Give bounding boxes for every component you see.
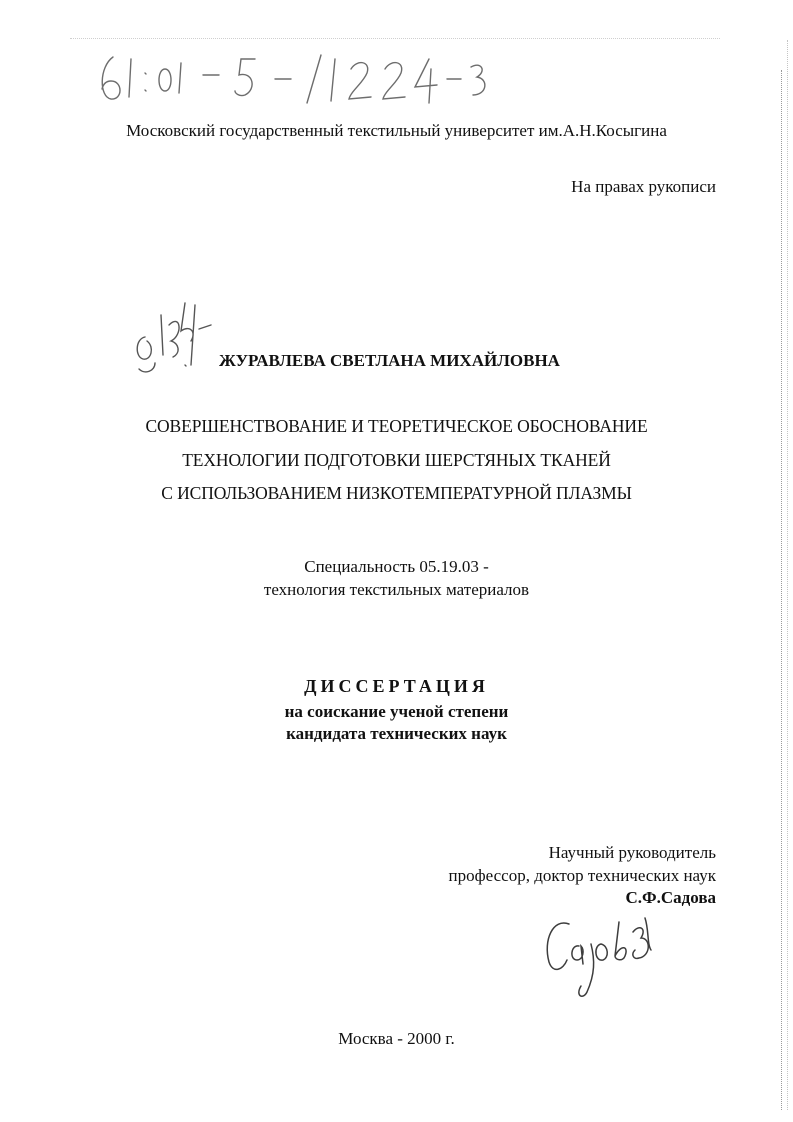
specialty-code: Специальность 05.19.03 - [304,557,489,576]
specialty-name: технология текстильных материалов [263,580,530,599]
city-year: Москва - 2000 г. [338,1029,455,1048]
degree-line-2: кандидата технических наук [286,724,507,743]
title-line-2: ТЕХНОЛОГИИ ПОДГОТОВКИ ШЕРСТЯНЫХ ТКАНЕЙ [182,450,611,470]
degree-line-1: на соискание ученой степени [284,702,509,721]
supervisor-title: профессор, доктор технических наук [448,866,716,885]
author-name: ЖУРАВЛЕВА СВЕТЛАНА МИХАЙЛОВНА [219,351,560,370]
handwritten-archive-number [95,45,495,115]
rights-note: На правах рукописи [571,177,716,196]
scan-top-edge [70,38,720,39]
title-line-1: СОВЕРШЕНСТВОВАНИЕ И ТЕОРЕТИЧЕСКОЕ ОБОСНОВАНИЕ [145,416,648,436]
work-type: ДИССЕРТАЦИЯ [304,676,489,696]
handwritten-mark [125,295,220,380]
supervisor-signature [535,910,665,1005]
university-name: Московский государственный текстильный университет им.А.Н.Косыгина [126,121,667,140]
supervisor-label: Научный руководитель [548,843,716,862]
supervisor-name: С.Ф.Садова [625,888,716,907]
title-line-3: С ИСПОЛЬЗОВАНИЕМ НИЗКОТЕМПЕРАТУРНОЙ ПЛАЗМЫ [161,483,632,503]
